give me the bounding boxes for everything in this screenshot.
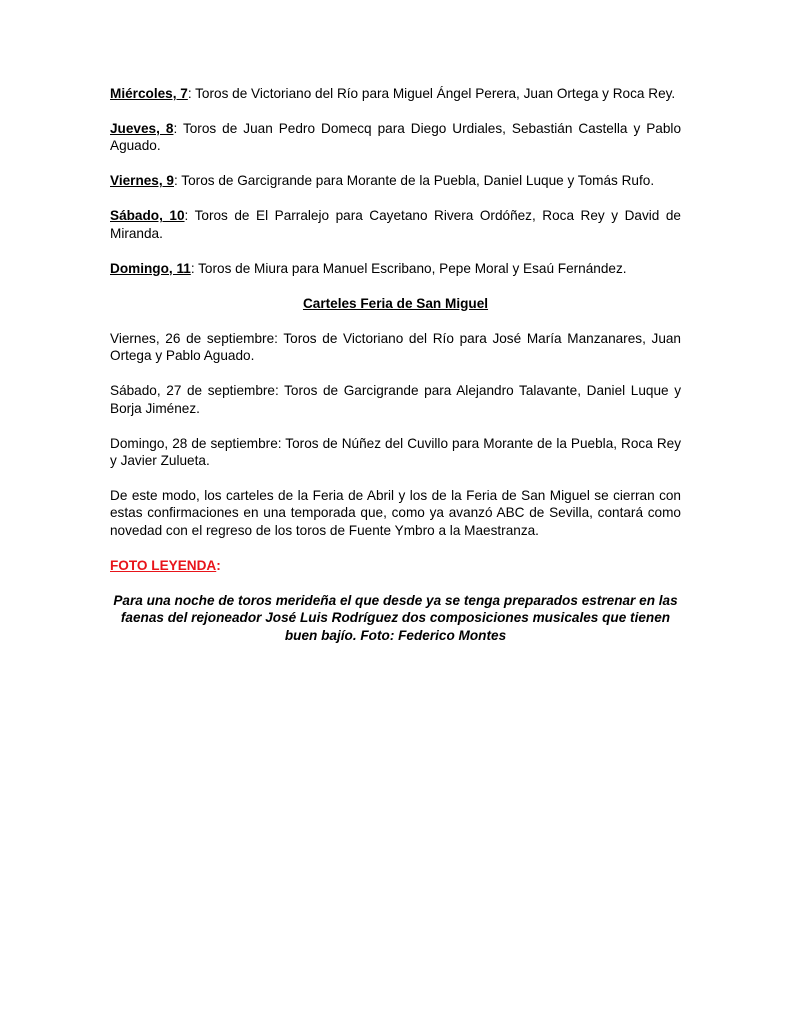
photo-caption-colon: : bbox=[216, 557, 221, 573]
photo-caption-label-text: FOTO LEYENDA bbox=[110, 557, 217, 573]
cartel-text: : Toros de Garcigrande para Morante de la Puebla, Daniel Luque y Tomás Rufo. bbox=[174, 173, 655, 189]
day-label: Miércoles, 7 bbox=[110, 86, 188, 101]
cartel-dia-domingo bbox=[110, 260, 681, 277]
photo-caption-label bbox=[110, 557, 681, 574]
day-label: Sábado, 10 bbox=[110, 208, 185, 224]
cartel-dia-miercoles bbox=[110, 85, 681, 102]
san-miguel-item: Sábado, 27 de septiembre: Toros de Garcigrande para Alejandro Talavante, Daniel Luque y Borja Jiménez. bbox=[110, 383, 681, 416]
document-page bbox=[110, 85, 681, 644]
cartel-dia-viernes bbox=[110, 172, 681, 189]
cartel-text: : Toros de Victoriano del Río para Miguel Ángel Perera, Juan Ortega y Roca Rey. bbox=[187, 86, 676, 101]
cartel-text: : Toros de Juan Pedro Domecq para Diego Urdiales, Sebastián Castella y Pablo Aguado. bbox=[110, 121, 682, 154]
cartel-text: : Toros de El Parralejo para Cayetano Rivera Ordóñez, Roca Rey y David de Miranda. bbox=[110, 208, 681, 241]
cartel-text: : Toros de Miura para Manuel Escribano, Pepe Moral y Esaú Fernández. bbox=[190, 260, 627, 276]
cartel-dia-jueves bbox=[110, 120, 681, 155]
day-label: Jueves, 8 bbox=[110, 121, 174, 136]
closing-paragraph: De este modo, los carteles de la Feria de Abril y los de la Feria de San Miguel se cierran con estas confirmaciones en una temporada que, como ya avanzó ABC de Sevilla, contará como novedad con el regreso de los toros de Fuente Ymbro a la Maestranza. bbox=[110, 488, 681, 538]
day-label: Viernes, 9 bbox=[110, 173, 174, 189]
photo-caption-text: Para una noche de toros merideña el que desde ya se tenga preparados estrenar en las faenas del rejoneador José Luis Rodríguez dos composiciones musicales que tienen buen bajío. Foto: Federico Montes bbox=[113, 592, 678, 643]
section-title-san-miguel: Carteles Feria de San Miguel bbox=[302, 295, 489, 311]
cartel-dia-sabado bbox=[110, 207, 681, 242]
day-label: Domingo, 11 bbox=[110, 260, 191, 276]
san-miguel-item: Viernes, 26 de septiembre: Toros de Victoriano del Río para José María Manzanares, Juan Ortega y Pablo Aguado. bbox=[110, 330, 681, 364]
san-miguel-item: Domingo, 28 de septiembre: Toros de Núñez del Cuvillo para Morante de la Puebla, Roca Rey y Javier Zulueta. bbox=[110, 435, 681, 469]
